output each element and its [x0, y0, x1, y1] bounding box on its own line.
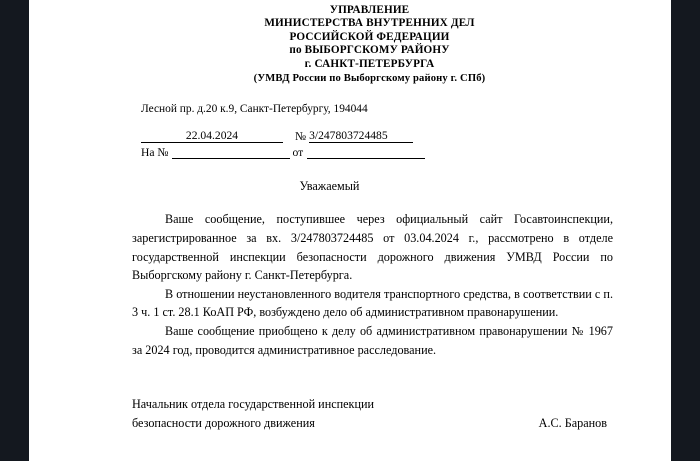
letterhead-line-1: УПРАВЛЕНИЕ — [329, 4, 410, 16]
letterhead-line-6: (УМВД России по Выборгскому району г. СПб) — [253, 73, 486, 85]
document-number: 3/247803724485 — [309, 129, 413, 143]
signer-title-line-1: Начальник отдела государственной инспекции — [132, 397, 375, 412]
letterhead-line-4: по ВЫБОРГСКОМУ РАЙОНУ — [289, 44, 450, 57]
signer-title-line-2: безопасности дорожного движения — [132, 415, 315, 430]
reference-block — [141, 129, 619, 159]
document-date: 22.04.2024 — [141, 129, 283, 143]
signer-name: А.С. Баранов — [538, 415, 607, 430]
body-paragraph-2: В отношении неустановленного водителя транспортного средства, в соответствии с п. 3 ч. 1 ст. 28.1 КоАП РФ, возбуждено дело об административном правонарушении. — [132, 286, 613, 320]
organization-address: Лесной пр. д.20 к.9, Санкт-Петербургу, 194044 — [141, 103, 368, 116]
document-page — [29, 0, 671, 461]
document-content — [29, 0, 671, 432]
reference-row-date — [141, 129, 619, 143]
salutation: Уважаемый — [299, 179, 360, 194]
signature-row — [132, 414, 613, 433]
reply-to-label: На № — [141, 146, 169, 160]
letterhead-line-3: РОССИЙСКОЙ ФЕДЕРАЦИИ — [289, 30, 450, 43]
from-label: от — [292, 146, 304, 160]
letterhead-line-5: г. САНКТ-ПЕТЕРБУРГА — [304, 57, 435, 70]
letter-body — [132, 210, 613, 359]
signature-block — [132, 395, 613, 432]
number-symbol: № — [295, 130, 307, 144]
letterhead — [120, 4, 619, 85]
reference-row-reply — [141, 146, 619, 159]
letterhead-line-2: МИНИСТЕРСТВА ВНУТРЕННИХ ДЕЛ — [264, 17, 475, 30]
body-paragraph-1: Ваше сообщение, поступившее через официальный сайт Госавтоинспекции, зарегистрированное за вх. 3/247803724485 от 03.04.2024 г., рассмотрено в отделе государственной инспекции безопасности дорожного движения УМВД России по Выборгскому району г. Санкт-Петербурга. — [132, 212, 613, 283]
reply-to-value — [172, 147, 290, 159]
body-paragraph-3: Ваше сообщение приобщено к делу об административном правонарушении № 1967 за 2024 год, проводится административное расследование. — [132, 324, 613, 357]
from-value — [307, 147, 425, 159]
